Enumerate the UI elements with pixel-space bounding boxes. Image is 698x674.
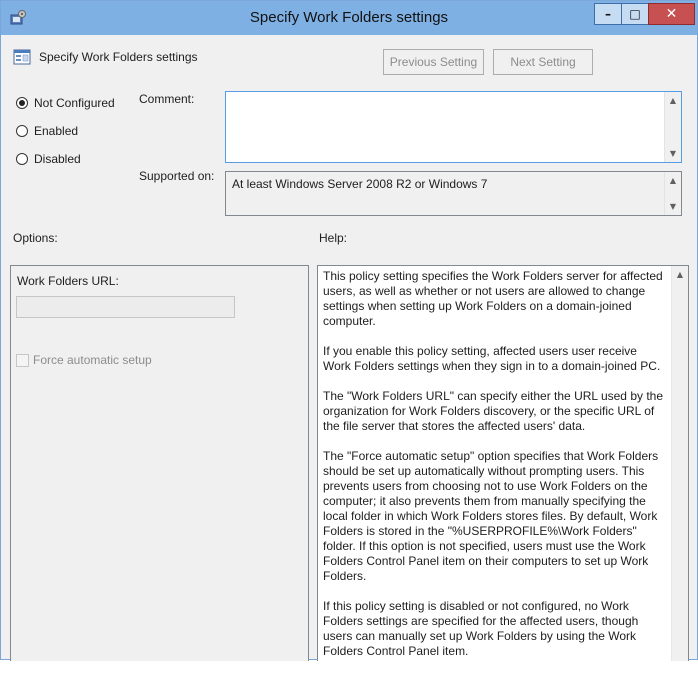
comment-textarea[interactable] — [225, 91, 682, 163]
force-automatic-setup-checkbox[interactable] — [16, 354, 29, 367]
title-bar[interactable] — [1, 1, 697, 35]
radio-label: Disabled — [34, 152, 81, 166]
help-paragraph: The "Work Folders URL" can specify either the URL used by the organization for Work Folders discovery, or the specific URL of the file server that stores the affected users' data. — [323, 389, 664, 433]
scroll-up-icon[interactable]: ▲ — [669, 96, 677, 105]
scroll-up-icon[interactable]: ▲ — [676, 270, 684, 279]
work-folders-url-input[interactable] — [16, 296, 235, 318]
close-button[interactable]: ✕ — [648, 3, 695, 25]
radio-disabled[interactable] — [16, 150, 81, 168]
radio-button-checked[interactable] — [16, 97, 28, 109]
supported-on-field — [225, 171, 682, 216]
setting-header — [13, 46, 198, 68]
scroll-down-icon[interactable]: ▼ — [669, 149, 677, 158]
radio-button[interactable] — [16, 153, 28, 165]
force-automatic-setup-option[interactable] — [16, 353, 152, 367]
help-scrollbar[interactable] — [671, 266, 688, 661]
next-setting-button[interactable]: Next Setting — [493, 49, 593, 75]
radio-label: Enabled — [34, 124, 79, 138]
scroll-down-icon[interactable]: ▼ — [669, 202, 677, 211]
previous-setting-button[interactable]: Previous Setting — [383, 49, 484, 75]
maximize-button[interactable]: □ — [621, 3, 649, 25]
force-automatic-setup-label: Force automatic setup — [33, 353, 152, 367]
scroll-up-icon[interactable]: ▲ — [669, 176, 677, 185]
radio-enabled[interactable] — [16, 122, 78, 140]
setting-name: Specify Work Folders settings — [39, 50, 198, 64]
help-text — [323, 269, 668, 674]
comment-label: Comment: — [139, 92, 195, 106]
options-panel — [10, 265, 309, 661]
supported-scrollbar[interactable] — [664, 172, 681, 215]
help-paragraph: The "Force automatic setup" option specifies that Work Folders should be set up automatically without prompting users. This prevents users from choosing not to use Work Folders on the computer; it also prevents them from manually specifying the local folder in which Work Folders stores files. By default, Work Folders is stored in the "%USERPROFILE%\Work Folders" folder. If this option is not specified, users must use the Work Folders Control Panel item on their computers to set up Work Folders. — [323, 449, 659, 583]
window-title: Specify Work Folders settings — [249, 9, 449, 26]
minimize-button[interactable]: – — [594, 3, 622, 25]
radio-not-configured[interactable] — [16, 94, 115, 112]
work-folders-url-label: Work Folders URL: — [17, 274, 119, 288]
help-paragraph: This policy setting specifies the Work Folders server for affected users, as well as whether or not users are allowed to change settings when setting up Work Folders on a domain-joined computer. — [323, 269, 663, 328]
radio-label: Not Configured — [34, 96, 115, 110]
supported-on-label: Supported on: — [139, 169, 215, 183]
options-heading: Options: — [13, 231, 58, 245]
help-heading: Help: — [319, 231, 348, 245]
policy-setting-icon — [13, 48, 31, 66]
comment-scrollbar[interactable] — [664, 92, 681, 162]
help-paragraph: If this policy setting is disabled or not configured, no Work Folders settings are specified for the affected users, though users can manually set up Work Folders by using the Work Folders Control Panel item. — [323, 599, 639, 658]
help-panel — [317, 265, 689, 661]
supported-on-value: At least Windows Server 2008 R2 or Windows 7 — [232, 177, 488, 191]
radio-button[interactable] — [16, 125, 28, 137]
help-paragraph: If you enable this policy setting, affected users user receive Work Folders settings when they sign in to a domain-joined PC. — [323, 344, 661, 373]
